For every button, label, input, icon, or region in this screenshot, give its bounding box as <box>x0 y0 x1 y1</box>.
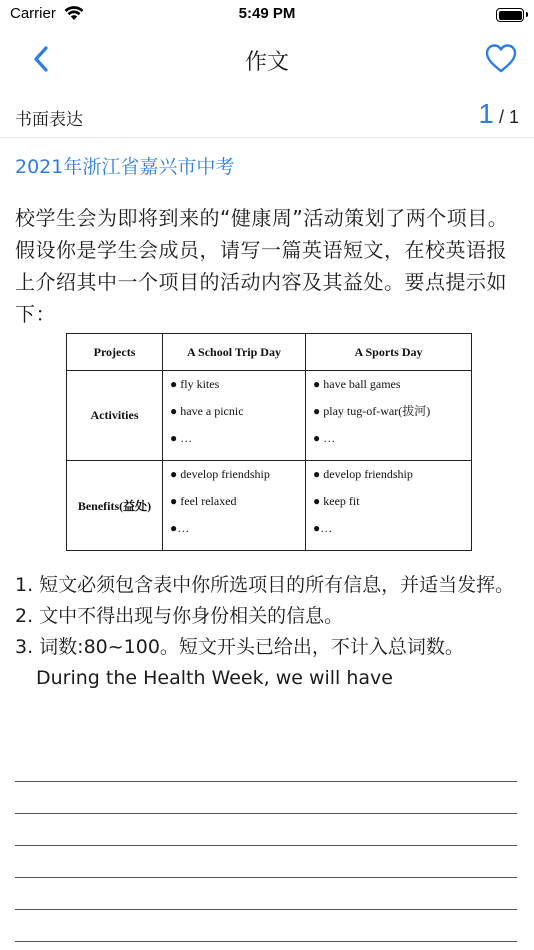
requirements-table <box>66 333 472 551</box>
cell-item: ●… <box>313 521 333 535</box>
cell-item: ● have ball games <box>313 377 401 391</box>
table-cell <box>163 461 306 551</box>
answer-line <box>15 782 517 814</box>
page-counter <box>478 98 519 130</box>
section-header <box>0 96 534 138</box>
answer-line <box>15 814 517 846</box>
page-total: / 1 <box>498 107 519 127</box>
navigation-bar <box>0 30 534 88</box>
table-header: A Sports Day <box>306 334 472 371</box>
cell-item: ●… <box>170 521 190 535</box>
section-label: 书面表达 <box>15 110 83 130</box>
cell-item: ● have a picnic <box>170 404 244 418</box>
battery-icon <box>496 8 524 22</box>
table-cell <box>163 371 306 461</box>
row-label: Activities <box>67 371 163 461</box>
cell-item: ● feel relaxed <box>170 494 237 508</box>
status-time: 5:49 PM <box>238 5 296 22</box>
requirement-item: 1. 短文必须包含表中你所选项目的所有信息，并适当发挥。 <box>15 574 515 596</box>
page-current: 1 <box>478 98 494 129</box>
exam-title: 2021年浙江省嘉兴市中考 <box>15 156 235 178</box>
answer-line <box>15 878 517 910</box>
cell-item: ● … <box>313 431 336 445</box>
answer-area <box>15 750 517 942</box>
cell-item: ● keep fit <box>313 494 360 508</box>
cell-item: ● develop friendship <box>313 467 413 481</box>
status-bar <box>0 0 534 30</box>
answer-line <box>15 846 517 878</box>
question-prompt: 校学生会为即将到来的“健康周”活动策划了两个项目。假设你是学生会成员，请写一篇英语短文，在校英语报上介绍其中一个项目的活动内容及其益处。要点提示如下： <box>15 206 509 326</box>
battery-fill <box>499 11 522 20</box>
answer-line <box>15 910 517 942</box>
table-row <box>67 371 472 461</box>
cell-item: ● develop friendship <box>170 467 270 481</box>
requirements-list <box>15 570 521 694</box>
cell-item: ● play tug-of-war(拔河) <box>313 404 431 418</box>
table-cell <box>306 371 472 461</box>
answer-line <box>15 750 517 782</box>
table-header: A School Trip Day <box>163 334 306 371</box>
cell-item: ● … <box>170 431 193 445</box>
table-row <box>67 461 472 551</box>
carrier-label: Carrier <box>10 5 56 22</box>
table-cell <box>306 461 472 551</box>
essay-starter: During the Health Week, we will have <box>36 667 393 689</box>
requirement-item: 3. 词数:80~100。短文开头已给出，不计入总词数。 <box>15 636 464 658</box>
table-header-row <box>67 334 472 371</box>
page-title: 作文 <box>244 50 289 75</box>
requirement-item: 2. 文中不得出现与你身份相关的信息。 <box>15 605 344 627</box>
favorite-button[interactable] <box>484 42 518 76</box>
cell-item: ● fly kites <box>170 377 220 391</box>
row-label: Benefits(益处) <box>67 461 163 551</box>
heart-outline-icon <box>484 42 518 76</box>
table-header: Projects <box>67 334 163 371</box>
